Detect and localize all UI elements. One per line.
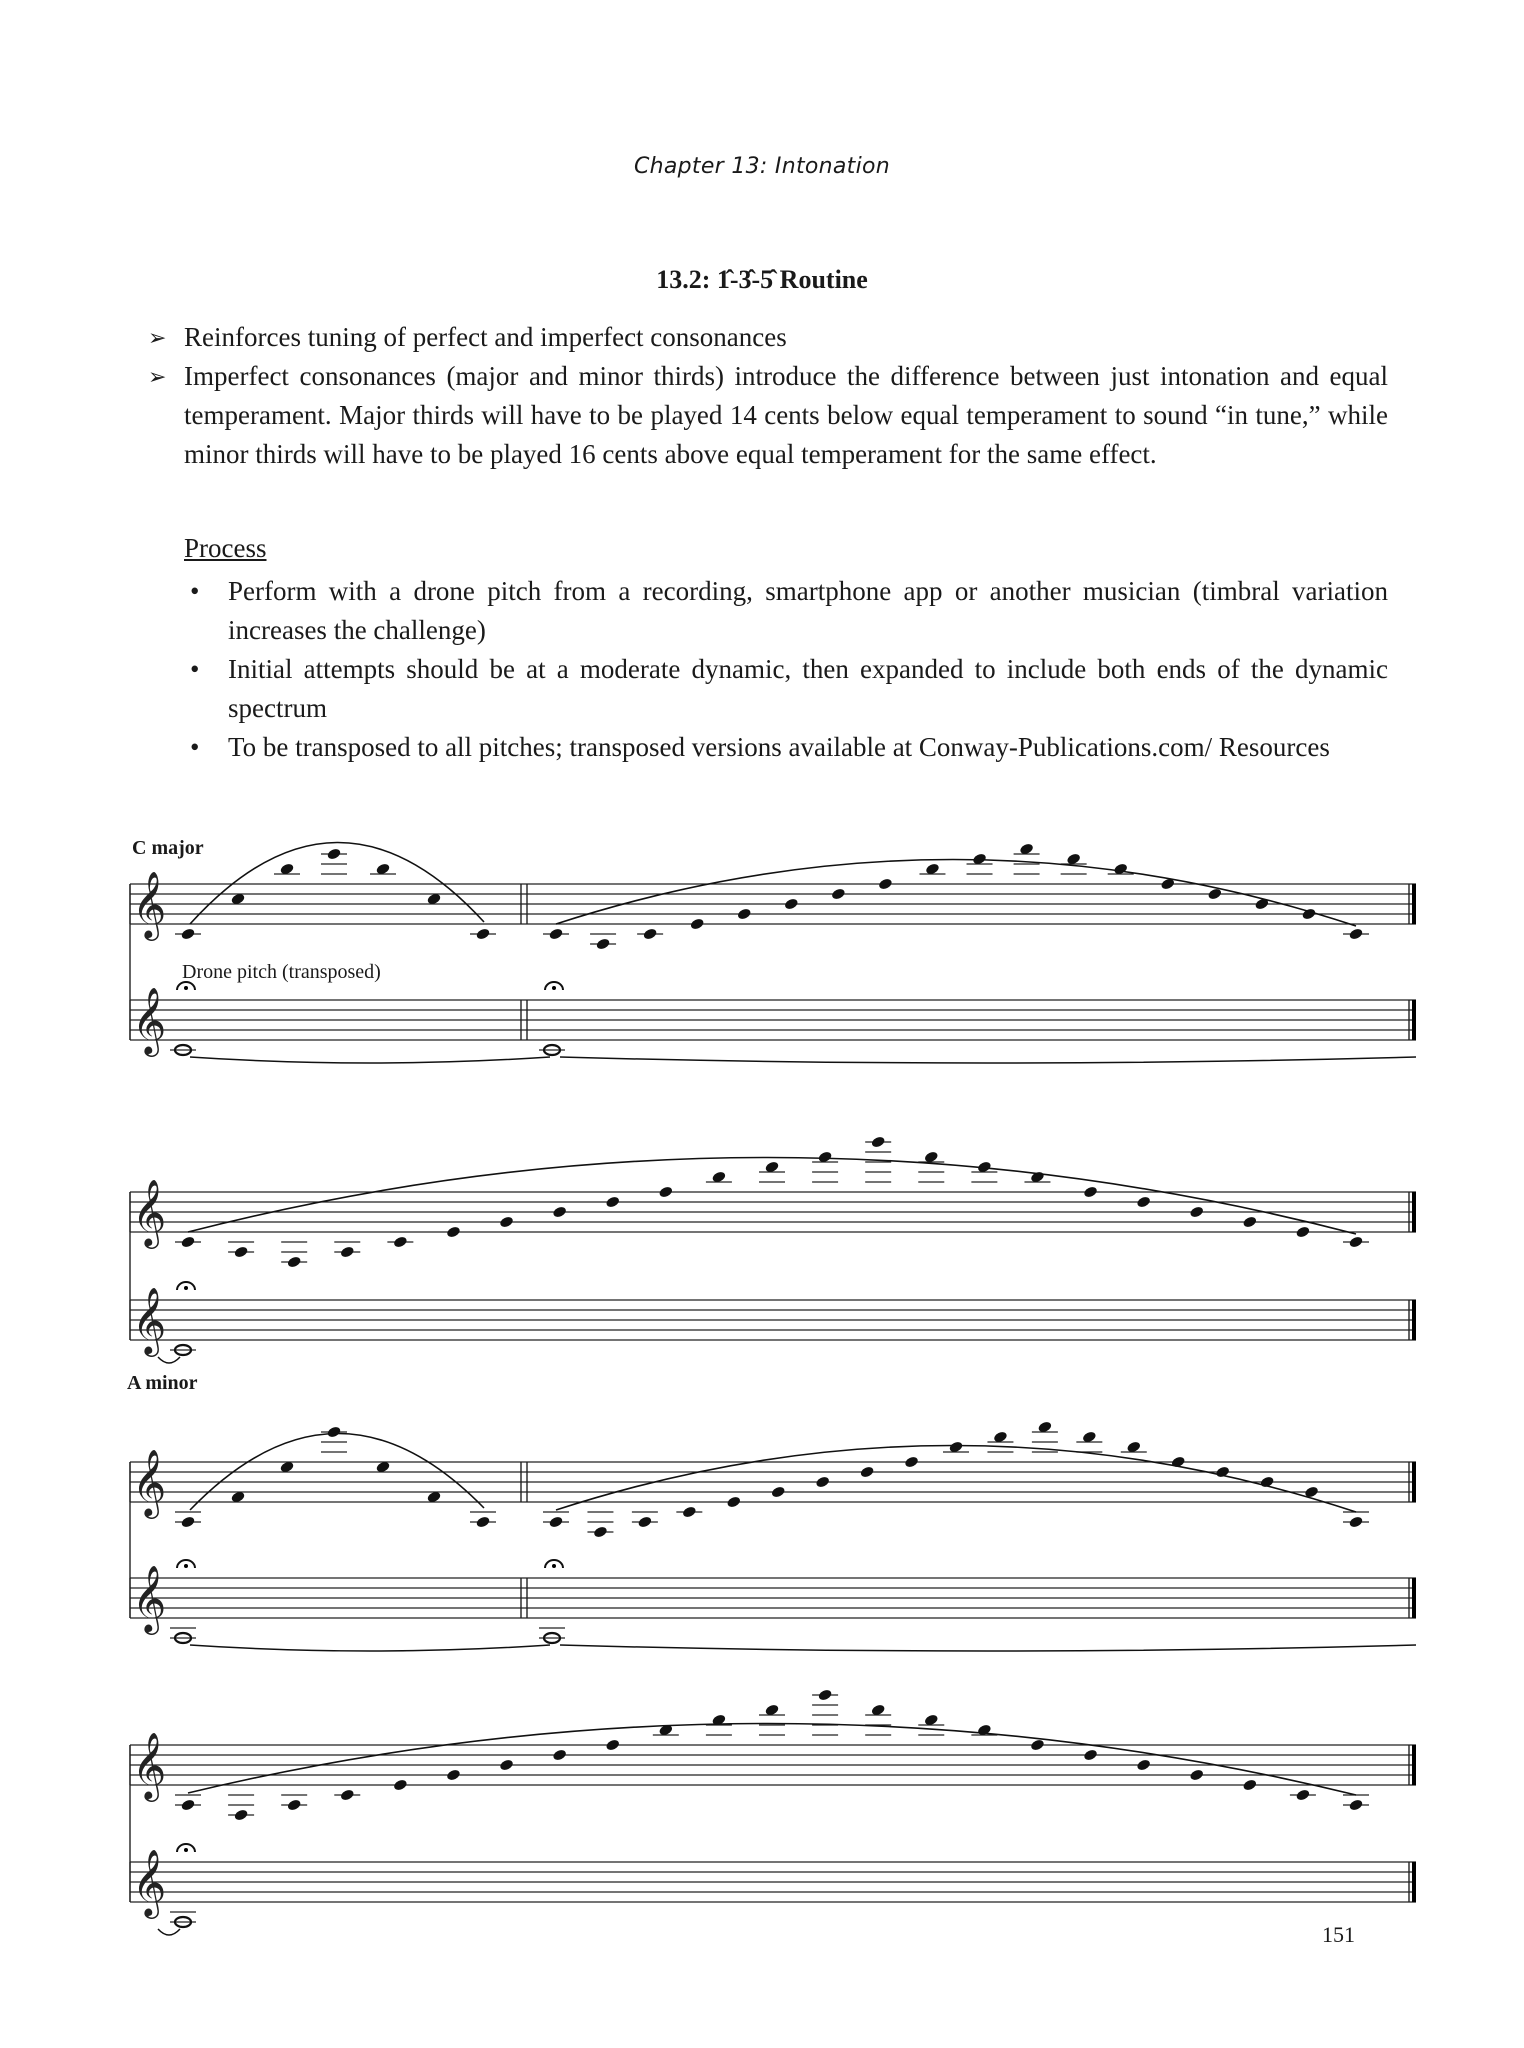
fermata-icon — [552, 986, 556, 990]
process-heading: Process — [184, 533, 267, 563]
note-head — [393, 1778, 409, 1791]
note-head — [642, 927, 658, 940]
note-head — [1295, 1225, 1311, 1238]
process-item-text: Initial attempts should be at a moderate dynamic, then expanded to include both ends of the dynamic spectrum — [228, 654, 1388, 723]
note-head — [499, 1215, 515, 1228]
note-head — [815, 1475, 831, 1488]
tie — [190, 1057, 550, 1063]
note-head — [1189, 1768, 1205, 1781]
note-head — [1348, 927, 1364, 940]
note-head — [499, 1758, 515, 1771]
tie — [158, 1929, 180, 1935]
note-head — [1295, 1788, 1311, 1801]
note-head — [446, 1768, 462, 1781]
note-head — [1348, 1515, 1364, 1528]
note-head — [784, 897, 800, 910]
process-item-text: To be transposed to all pitches; transposed versions available at Conway-Publications.com/ Resources — [228, 732, 1330, 762]
note-head — [595, 937, 611, 950]
note-head — [1136, 1195, 1152, 1208]
note-head — [859, 1465, 875, 1478]
note-head — [1189, 1205, 1205, 1218]
note-head — [878, 877, 894, 890]
note-head — [180, 1235, 196, 1248]
note-head — [593, 1525, 609, 1538]
note-head — [552, 1205, 568, 1218]
final-barline-thick — [1412, 1745, 1416, 1785]
note-head — [548, 927, 564, 940]
drone-pitch-label: Drone pitch (transposed) — [182, 961, 381, 983]
final-barline-thick — [1412, 1000, 1416, 1040]
arrow-bullet-icon: ➢ — [148, 325, 167, 350]
note-head — [326, 847, 342, 860]
page-number: 151 — [1322, 1922, 1355, 1947]
note-head — [1348, 1235, 1364, 1248]
note-head — [736, 907, 752, 920]
treble-clef-icon: 𝄞 — [132, 1731, 167, 1799]
note-head — [233, 1245, 249, 1258]
note-head — [475, 927, 491, 940]
note-head — [1030, 1738, 1046, 1751]
note-head — [180, 1515, 196, 1528]
note-head — [340, 1788, 356, 1801]
tie — [190, 1645, 550, 1651]
note-head — [1083, 1185, 1099, 1198]
note-head — [1242, 1778, 1258, 1791]
note-head — [475, 1515, 491, 1528]
note-head — [1083, 1748, 1099, 1761]
dot-bullet-icon: • — [190, 732, 200, 762]
note-head — [286, 1255, 302, 1268]
note-head — [870, 1135, 886, 1148]
bullet-text: Imperfect consonances (major and minor thirds) introduce the difference between just intonation and equal temperament. Major thirds will have to be played 14 cents below equal temperament to sound “in tune,” while minor thirds will have to be played 16 cents above equal temperament for the same effect. — [184, 361, 1388, 469]
note-head — [904, 1455, 920, 1468]
final-barline-thick — [1412, 1192, 1416, 1232]
fermata-icon — [184, 1564, 188, 1568]
treble-clef-icon: 𝄞 — [132, 1448, 167, 1516]
final-barline-thick — [1412, 1862, 1416, 1902]
treble-clef-icon: 𝄞 — [132, 1848, 167, 1916]
note-head — [605, 1195, 621, 1208]
key-label-c-major: C major — [132, 837, 204, 859]
note-head — [831, 887, 847, 900]
note-head — [548, 1515, 564, 1528]
treble-clef-icon: 𝄞 — [132, 986, 167, 1054]
note-head — [1242, 1215, 1258, 1228]
note-head — [637, 1515, 653, 1528]
treble-clef-icon: 𝄞 — [132, 1178, 167, 1246]
tie — [158, 1357, 180, 1363]
process-item-text: Perform with a drone pitch from a recording, smartphone app or another musician (timbral variation increases the challenge) — [228, 576, 1388, 645]
dot-bullet-icon: • — [190, 654, 200, 684]
note-head — [1136, 1758, 1152, 1771]
tie — [560, 1645, 1416, 1651]
final-barline-thick — [1412, 1300, 1416, 1340]
bullet-text: Reinforces tuning of perfect and imperfect consonances — [184, 322, 787, 352]
note-head — [726, 1495, 742, 1508]
chapter-header: Chapter 13: Intonation — [633, 154, 891, 179]
treble-clef-icon: 𝄞 — [132, 870, 167, 938]
note-head — [817, 1688, 833, 1701]
dot-bullet-icon: • — [190, 576, 200, 606]
arrow-bullet-icon: ➢ — [148, 364, 167, 389]
note-head — [233, 1808, 249, 1821]
note-head — [180, 927, 196, 940]
key-label-a-minor: A minor — [127, 1372, 198, 1394]
note-head — [286, 1798, 302, 1811]
slur — [188, 1723, 1356, 1795]
treble-clef-icon: 𝄞 — [132, 1564, 167, 1632]
note-head — [605, 1738, 621, 1751]
note-head — [393, 1235, 409, 1248]
fermata-icon — [184, 986, 188, 990]
fermata-icon — [552, 1564, 556, 1568]
note-head — [1348, 1798, 1364, 1811]
note-head — [180, 1798, 196, 1811]
section-title: 13.2: 1̂-3̂-5̂ Routine — [656, 265, 868, 294]
tie — [560, 1057, 1416, 1063]
fermata-icon — [184, 1286, 188, 1290]
note-head — [446, 1225, 462, 1238]
note-head — [770, 1485, 786, 1498]
note-head — [340, 1245, 356, 1258]
note-head — [689, 917, 705, 930]
final-barline-thick — [1412, 1462, 1416, 1502]
fermata-icon — [184, 1848, 188, 1852]
slur — [556, 859, 1356, 926]
final-barline-thick — [1412, 1578, 1416, 1618]
note-head — [552, 1748, 568, 1761]
final-barline-thick — [1412, 884, 1416, 924]
note-head — [682, 1505, 698, 1518]
treble-clef-icon: 𝄞 — [132, 1286, 167, 1354]
note-head — [326, 1425, 342, 1438]
note-head — [658, 1185, 674, 1198]
